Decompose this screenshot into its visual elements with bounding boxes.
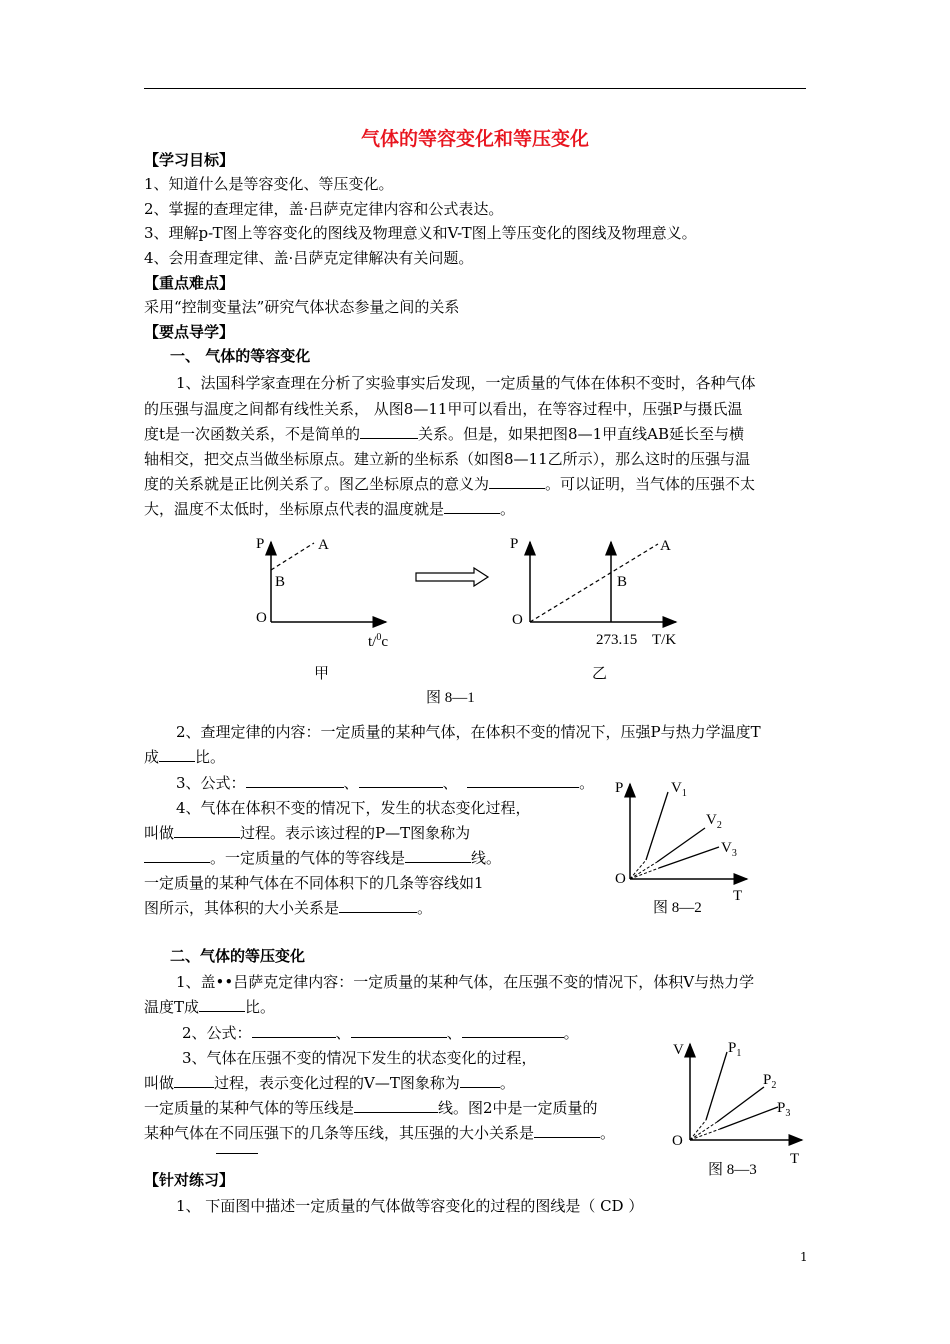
text-span: 。 (417, 899, 433, 917)
paragraph-line (144, 846, 501, 870)
text-span: 度的关系就是正比例关系了。图乙坐标原点的意义为 (144, 475, 490, 493)
goals-heading: 【学习目标】 (144, 151, 235, 169)
fill-blank[interactable] (462, 1023, 564, 1038)
v1-line (646, 792, 668, 860)
text-span: 、 (442, 774, 458, 792)
label-v3 (721, 840, 737, 859)
label-p1 (728, 1040, 741, 1059)
goal-item: 1、知道什么是等容变化、等压变化。 (144, 175, 394, 193)
text-span: P (728, 1040, 737, 1056)
p2-extension (690, 1122, 717, 1140)
label-o: O (672, 1133, 683, 1149)
fill-blank[interactable] (351, 1023, 447, 1038)
text-span: V (671, 780, 682, 796)
p1-extension (690, 1120, 706, 1140)
subscript: 1 (681, 788, 687, 799)
text-span: 大，温度不太低时，坐标原点代表的温度就是 (144, 500, 445, 518)
text-span: 过程，表示变化过程的V—T图象称为 (214, 1074, 460, 1092)
paragraph-line (144, 1071, 515, 1095)
label-273: 273.15 (596, 632, 638, 648)
paragraph-line (144, 896, 432, 920)
text-span: 叫做 (144, 1074, 175, 1092)
right-dashed-line (530, 544, 658, 622)
label-a: A (318, 537, 329, 553)
p1-line (706, 1052, 727, 1120)
goal-item: 4、会用查理定律、盖·吕萨克定律解决有关问题。 (144, 249, 474, 267)
paragraph-line: 4、气体在体积不变的情况下，发生的状态变化过程， (176, 799, 531, 817)
label-t: T (733, 888, 743, 904)
text-span: t/ (368, 634, 377, 650)
text-span: 度t是一次函数关系，不是简单的 (144, 425, 361, 443)
practice-heading: 【针对练习】 (144, 1171, 235, 1189)
text-span: 2、公式： (182, 1024, 252, 1042)
text-span: 3、公式： (176, 774, 246, 792)
text-span: 过程。表示该过程的P—T图象称为 (240, 824, 471, 842)
page-number: 1 (800, 1250, 808, 1264)
fill-blank[interactable] (460, 1073, 500, 1088)
fill-blank[interactable] (252, 1023, 336, 1038)
subscript: 3 (731, 848, 737, 859)
text-span: c (381, 634, 389, 650)
text-span: P (777, 1100, 786, 1116)
text-span: 、 (335, 1024, 351, 1042)
label-t-k: T/K (652, 632, 677, 648)
guide-heading: 【要点导学】 (144, 323, 235, 341)
paragraph-line: 的压强与温度之间都有线性关系， 从图8—11甲可以看出，在等容过程中，压强P与摄氏温 (144, 400, 743, 418)
paragraph-line: 1、法国科学家查理在分析了实验事实后发现，一定质量的气体在体积不变时，各种气体 (176, 374, 756, 392)
text-span: 。 (600, 1124, 616, 1142)
fill-blank[interactable] (144, 848, 210, 863)
label-t-celsius (368, 632, 388, 651)
paragraph-line (144, 1096, 598, 1120)
paragraph-line (144, 422, 744, 446)
fill-blank[interactable] (174, 823, 240, 838)
label-v: V (673, 1042, 684, 1058)
paragraph-line (144, 745, 225, 769)
header-rule (144, 88, 806, 89)
goal-item: 3、理解p-T图上等容变化的图线及物理意义和V-T图上等压变化的图线及物理意义。 (144, 224, 697, 242)
text-span: 比。 (245, 998, 276, 1016)
label-o: O (512, 612, 523, 628)
text-span: P (763, 1072, 772, 1088)
v3-line (659, 847, 719, 868)
left-line-ab (271, 543, 314, 570)
formula-line (176, 771, 594, 795)
fill-blank-continuation (216, 1153, 258, 1154)
label-b: B (275, 574, 286, 590)
paragraph-line (144, 472, 755, 496)
p3-line (720, 1107, 778, 1129)
fill-blank[interactable] (159, 747, 195, 762)
part1-heading: 一、 气体的等容变化 (170, 347, 311, 365)
text-span: 、 (343, 774, 359, 792)
fill-blank[interactable] (339, 898, 417, 913)
fill-blank[interactable] (467, 773, 579, 788)
paragraph-line: 轴相交，把交点当做坐标原点。建立新的坐标系（如图8—11乙所示），那么这时的压强与温 (144, 450, 751, 468)
subscript: 2 (771, 1080, 777, 1091)
fill-blank[interactable] (360, 424, 418, 439)
text-span: 温度T成 (144, 998, 200, 1016)
page-title: 气体的等容变化和等压变化 (360, 128, 589, 150)
text-span: V (721, 840, 732, 856)
text-span: 线。图2中是一定质量的 (438, 1099, 598, 1117)
label-p: P (510, 536, 519, 552)
text-span: 成 (144, 748, 160, 766)
figure-8-1 (240, 530, 700, 710)
label-t: T (790, 1151, 800, 1167)
text-span: 。 (499, 1074, 515, 1092)
key-text: 采用“控制变量法”研究气体状态参量之间的关系 (144, 298, 460, 316)
text-span: 。 (500, 500, 516, 518)
label-o: O (256, 610, 267, 626)
part2-heading: 二、气体的等压变化 (170, 947, 306, 965)
fill-blank[interactable] (359, 773, 443, 788)
text-span: 、 (446, 1024, 462, 1042)
fill-blank[interactable] (246, 773, 344, 788)
fill-blank[interactable] (489, 474, 545, 489)
text-span: 。 (563, 1024, 579, 1042)
label-p2 (763, 1072, 776, 1091)
paragraph-line (144, 995, 275, 1019)
subscript: 2 (716, 820, 722, 831)
v1-extension (630, 860, 646, 879)
text-span: 叫做 (144, 824, 175, 842)
paragraph-line: 2、查理定律的内容：一定质量的某种气体，在体积不变的情况下，压强P与热力学温度T (176, 723, 761, 741)
practice-question: 1、 下面图中描述一定质量的气体做等容变化的过程的图线是（ CD ） (176, 1197, 644, 1215)
fill-blank[interactable] (444, 499, 500, 514)
transform-arrow-icon (416, 568, 488, 586)
text-span: V (706, 812, 717, 828)
formula-line (182, 1021, 579, 1045)
text-span: 关系。但是，如果把图8—1甲直线AB延长至与横 (418, 425, 744, 443)
goal-item: 2、掌握的查理定律，盖·吕萨克定律内容和公式表达。 (144, 200, 504, 218)
figure-8-3 (670, 1040, 820, 1152)
label-p: P (256, 536, 265, 552)
label-v1 (671, 780, 687, 799)
fill-blank[interactable] (174, 1073, 214, 1088)
text-span: 。 (579, 774, 595, 792)
text-span: 图所示，其体积的大小关系是 (144, 899, 340, 917)
paragraph-line: 1、盖••吕萨克定律内容：一定质量的某种气体，在压强不变的情况下，体积V与热力学 (176, 973, 755, 991)
text-span: 。可以证明，当气体的压强不太 (545, 475, 756, 493)
label-b: B (617, 574, 628, 590)
figure-caption: 图 8—1 (426, 690, 475, 706)
caption-jia: 甲 (314, 666, 330, 682)
subscript: 1 (736, 1048, 742, 1059)
figure-caption: 图 8—3 (708, 1162, 757, 1178)
paragraph-line: 3、气体在压强不变的情况下发生的状态变化的过程， (182, 1049, 537, 1067)
fill-blank[interactable] (199, 997, 245, 1012)
caption-yi: 乙 (592, 666, 608, 682)
text-span: 。一定质量的气体的等容线是 (210, 849, 406, 867)
paragraph-line (144, 821, 470, 845)
text-span: 线。 (471, 849, 502, 867)
v2-extension (630, 862, 657, 879)
label-p3 (777, 1100, 790, 1119)
superscript: 0 (376, 632, 382, 643)
figure-caption: 图 8—2 (653, 900, 702, 916)
p2-line (717, 1087, 764, 1122)
label-a: A (660, 538, 671, 554)
label-o: O (615, 871, 626, 887)
v2-line (657, 828, 705, 862)
paragraph-line: 一定质量的某种气体在不同体积下的几条等容线如1 (144, 874, 484, 892)
text-span: 某种气体在不同压强下的几条等压线，其压强的大小关系是 (144, 1124, 535, 1142)
fill-blank[interactable] (354, 1098, 438, 1113)
key-heading: 【重点难点】 (144, 274, 235, 292)
text-span: 一定质量的某种气体的等压线是 (144, 1099, 355, 1117)
fill-blank[interactable] (534, 1123, 600, 1138)
paragraph-line (144, 497, 515, 521)
fill-blank[interactable] (405, 848, 471, 863)
subscript: 3 (785, 1108, 791, 1119)
text-span: 比。 (195, 748, 226, 766)
label-v2 (706, 812, 722, 831)
label-p: P (615, 780, 624, 796)
paragraph-line (144, 1121, 615, 1145)
